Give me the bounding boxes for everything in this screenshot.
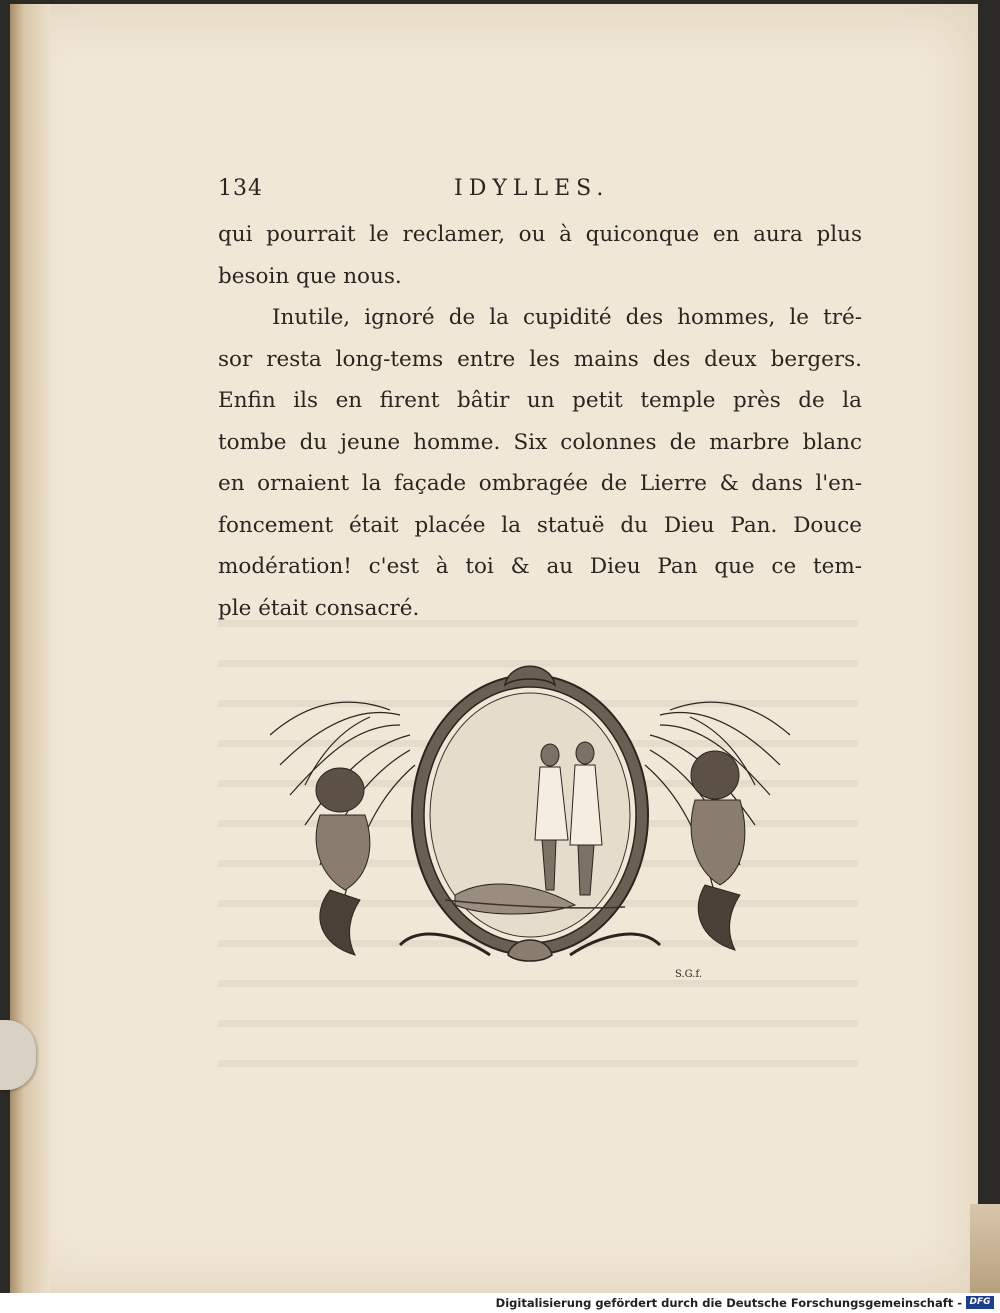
text-line: ple était consacré. xyxy=(218,595,420,621)
text-line: besoin que nous. xyxy=(218,263,402,289)
engraved-vignette-illustration xyxy=(250,655,810,990)
text-line: modération! c'est à toi & au Dieu Pan que ce tem- xyxy=(218,554,862,579)
page-edge-bottom xyxy=(970,1204,1000,1299)
page-number: 134 xyxy=(218,176,263,201)
page-edge-left xyxy=(10,4,50,1294)
running-head xyxy=(218,176,862,216)
body-text xyxy=(218,214,862,629)
text-line: Enfin ils en firent bâtir un petit temple près de la xyxy=(218,388,862,413)
footer-text: Digitalisierung gefördert durch die Deutsche Forschungsgemeinschaft - xyxy=(495,1296,962,1310)
text-line: Inutile, ignoré de la cupidité des hommes, le tré- xyxy=(272,305,862,330)
text-line: tombe du jeune homme. Six colonnes de marbre blanc xyxy=(218,429,862,455)
text-line: sor resta long-tems entre les mains des deux bergers. xyxy=(218,346,862,372)
text-line: en ornaient la façade ombragée de Lierre & dans l'en- xyxy=(218,471,862,496)
vignette-signature: S.G.f. xyxy=(675,969,703,980)
dfg-logo-icon: DFG xyxy=(966,1296,994,1309)
text-line: foncement était placée la statuë du Dieu Pan. Douce xyxy=(218,512,862,538)
text-line: qui pourrait le reclamer, ou à quiconque en aura plus xyxy=(218,222,862,247)
running-title: IDYLLES. xyxy=(454,176,610,201)
footer-bar xyxy=(0,1293,1000,1313)
